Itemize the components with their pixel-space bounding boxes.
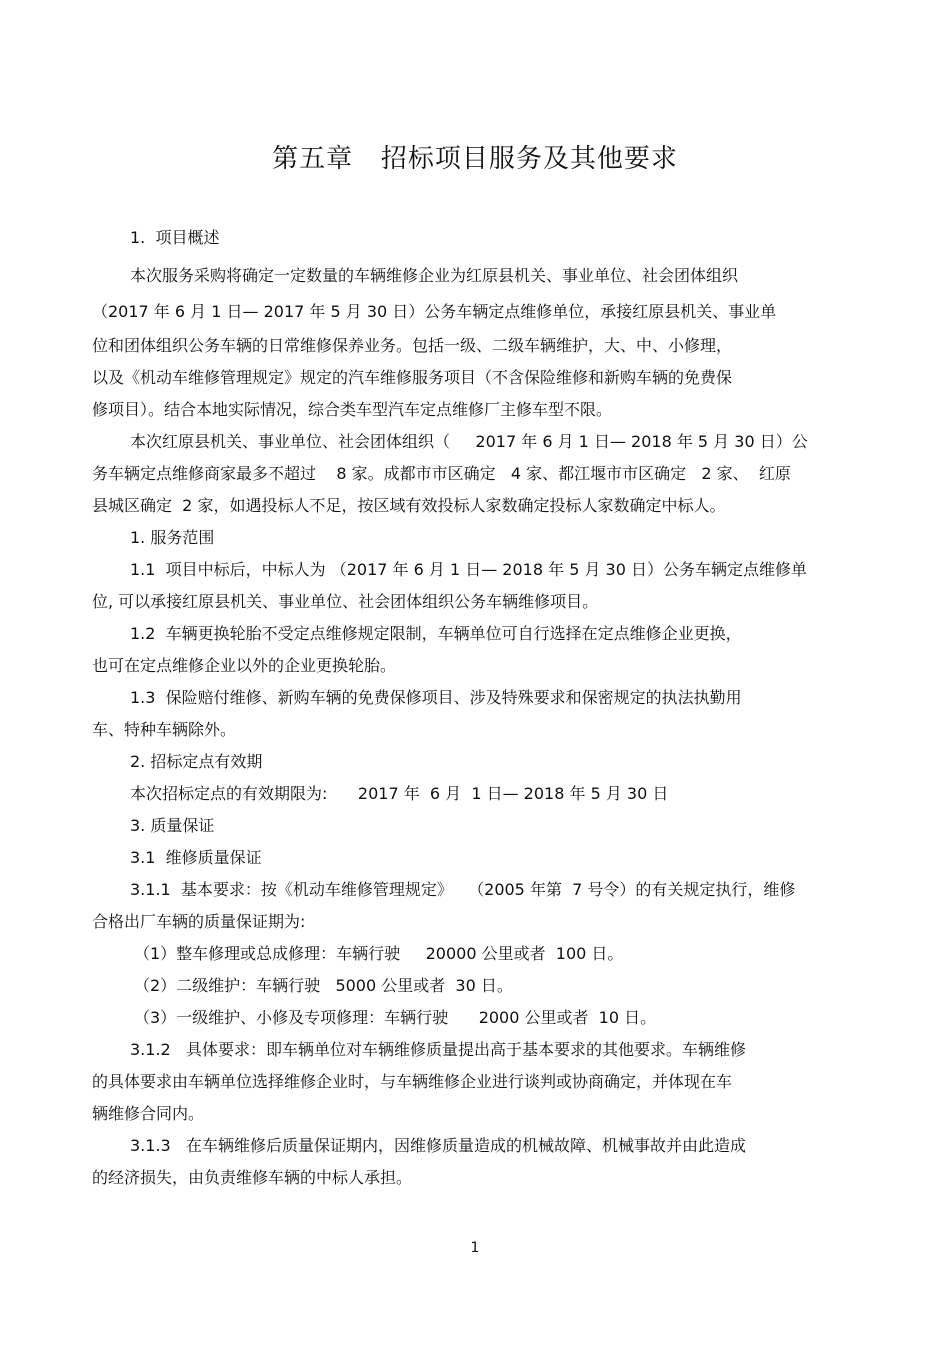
section-heading-quality: 3. 质量保证 bbox=[130, 816, 215, 835]
paragraph-line: 1.2 车辆更换轮胎不受定点维修规定限制，车辆单位可自行选择在定点维修企业更换， bbox=[130, 624, 742, 643]
subsection-heading: 3.1 维修质量保证 bbox=[130, 848, 262, 867]
paragraph-line: 3.1.1 基本要求：按《机动车维修管理规定》 （2005 年第 7 号令）的有关规定执行，维修 bbox=[130, 880, 796, 899]
paragraph-line: 的经济损失，由负责维修车辆的中标人承担。 bbox=[92, 1168, 413, 1187]
paragraph-line: （2017 年 6 月 1 日— 2017 年 5 月 30 日）公务车辆定点维修单位，承接红原县机关、事业单 bbox=[92, 302, 777, 321]
section-heading-validity: 2. 招标定点有效期 bbox=[130, 752, 263, 771]
paragraph-line: 也可在定点维修企业以外的企业更换轮胎。 bbox=[92, 656, 397, 675]
paragraph-line: 1.1 项目中标后，中标人为 （2017 年 6 月 1 日— 2018 年 5 月 30 日）公务车辆定点维修单 bbox=[130, 560, 807, 579]
paragraph-line: 辆维修合同内。 bbox=[92, 1104, 205, 1123]
paragraph-line: 修项目）。结合本地实际情况，综合类车型汽车定点维修厂主修车型不限。 bbox=[92, 400, 613, 419]
section-heading-overview: 1. 项目概述 bbox=[130, 228, 220, 247]
paragraph-line: 务车辆定点维修商家最多不超过 8 家。成都市市区确定 4 家、都江堰市市区确定 2 家、 红原 bbox=[92, 464, 791, 483]
paragraph-line: 位和团体组织公务车辆的日常维修保养业务。包括一级、二级车辆维护，大、中、小修理， bbox=[92, 336, 733, 355]
paragraph-line: 的具体要求由车辆单位选择维修企业时，与车辆维修企业进行谈判或协商确定，并体现在车 bbox=[92, 1072, 733, 1091]
paragraph-line: 3.1.2 具体要求：即车辆单位对车辆维修质量提出高于基本要求的其他要求。车辆维修 bbox=[130, 1040, 746, 1059]
paragraph-line: 本次招标定点的有效期限为: 2017 年 6 月 1 日— 2018 年 5 月 30 日 bbox=[130, 784, 669, 803]
paragraph-line: 3.1.3 在车辆维修后质量保证期内，因维修质量造成的机械故障、机械事故并由此造成 bbox=[130, 1136, 746, 1155]
page-number: 1 bbox=[470, 1240, 480, 1256]
paragraph-line: 以及《机动车维修管理规定》规定的汽车维修服务项目（不含保险维修和新购车辆的免费保 bbox=[92, 368, 733, 387]
paragraph-line: 县城区确定 2 家，如遇投标人不足，按区域有效投标人家数确定投标人家数确定中标人。 bbox=[92, 496, 726, 515]
paragraph-line: 位, 可以承接红原县机关、事业单位、社会团体组织公务车辆维修项目。 bbox=[92, 592, 599, 611]
paragraph-line: 本次红原县机关、事业单位、社会团体组织（ 2017 年 6 月 1 日— 2018 年 5 月 30 日）公 bbox=[130, 432, 808, 451]
section-heading-scope: 1. 服务范围 bbox=[130, 528, 215, 547]
paragraph-line: 本次服务采购将确定一定数量的车辆维修企业为红原县机关、事业单位、社会团体组织 bbox=[130, 266, 739, 285]
paragraph-line: 合格出厂车辆的质量保证期为: bbox=[92, 912, 306, 931]
page-title: 第五章 招标项目服务及其他要求 bbox=[272, 144, 678, 174]
list-item: （1）整车修理或总成修理：车辆行驶 20000 公里或者 100 日。 bbox=[134, 944, 624, 963]
paragraph-line: 车、特种车辆除外。 bbox=[92, 720, 237, 739]
list-item: （2）二级维护：车辆行驶 5000 公里或者 30 日。 bbox=[134, 976, 513, 995]
list-item: （3）一级维护、小修及专项修理：车辆行驶 2000 公里或者 10 日。 bbox=[134, 1008, 657, 1027]
paragraph-line: 1.3 保险赔付维修、新购车辆的免费保修项目、涉及特殊要求和保密规定的执法执勤用 bbox=[130, 688, 742, 707]
